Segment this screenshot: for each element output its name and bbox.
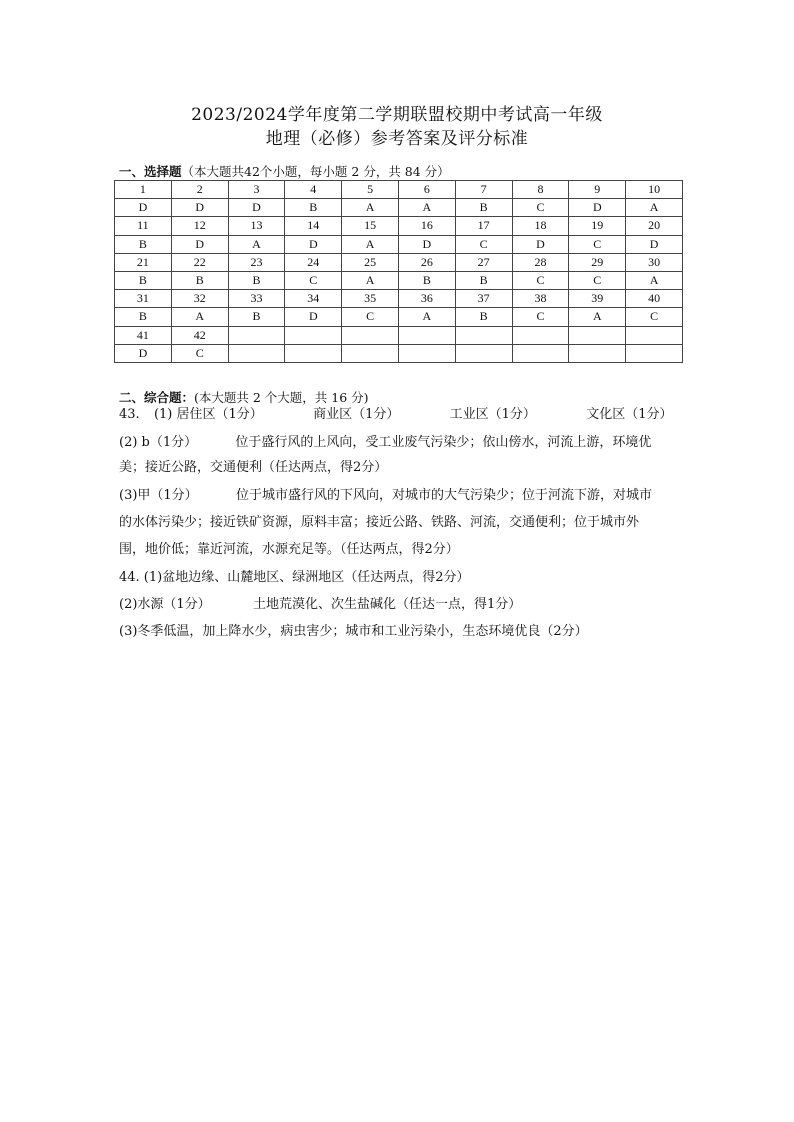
- q43-part3-line3: 围，地价低；靠近河流，水源充足等。（任达两点，得2分）: [119, 542, 459, 557]
- question-number-cell: 2: [171, 181, 228, 199]
- answer-cell: A: [342, 235, 399, 253]
- q44-part1: 44. (1)盆地边缘、山麓地区、绿洲地区（任达两点，得2分）: [119, 570, 470, 585]
- question-number-cell: 34: [285, 290, 342, 308]
- answer-cell: B: [115, 235, 172, 253]
- answer-row: [115, 235, 683, 253]
- question-number-cell: [626, 326, 683, 344]
- question-number-cell: 16: [398, 217, 455, 235]
- question-number-row: [115, 253, 683, 271]
- question-number-cell: 29: [569, 253, 626, 271]
- section-2-title: 二、综合题：: [119, 390, 195, 405]
- answer-cell: A: [398, 308, 455, 326]
- answer-cell: [569, 344, 626, 362]
- answer-row: [115, 308, 683, 326]
- question-number-cell: 32: [171, 290, 228, 308]
- q44-part2-a: (2)水源（1分）: [119, 597, 211, 612]
- section-1-title: 一、选择题: [119, 164, 182, 179]
- answer-cell: D: [115, 344, 172, 362]
- exam-title: 2023/2024学年度第二学期联盟校期中考试高一年级: [191, 105, 603, 125]
- answer-cell: C: [569, 235, 626, 253]
- question-number-cell: 5: [342, 181, 399, 199]
- answer-cell: [512, 344, 569, 362]
- q43-part3-line2: 的水体污染少；接近铁矿资源，原料丰富；接近公路、铁路、河流，交通便利；位于城市外: [119, 515, 640, 530]
- section-2-heading: [119, 388, 369, 406]
- q44-part2-b: 土地荒漠化、次生盐碱化（任达一点，得1分）: [252, 597, 522, 612]
- answer-cell: B: [171, 271, 228, 289]
- question-number-cell: [285, 326, 342, 344]
- question-number-cell: [512, 326, 569, 344]
- q43-answer-b: 商业区（1分）: [313, 407, 400, 422]
- q43-part2-line1: [119, 434, 651, 452]
- question-number-cell: 13: [228, 217, 285, 235]
- question-number-cell: 4: [285, 181, 342, 199]
- question-number-cell: 25: [342, 253, 399, 271]
- question-number-cell: 28: [512, 253, 569, 271]
- answer-cell: D: [398, 235, 455, 253]
- answer-cell: C: [512, 271, 569, 289]
- q43-part3-choice: (3)甲（1分）: [119, 488, 198, 503]
- question-number-cell: 21: [115, 253, 172, 271]
- q43-part2-choice: (2) b（1分）: [119, 435, 198, 450]
- question-number-cell: 40: [626, 290, 683, 308]
- question-number-cell: 9: [569, 181, 626, 199]
- question-number-cell: 26: [398, 253, 455, 271]
- question-number-cell: 30: [626, 253, 683, 271]
- question-number-cell: 38: [512, 290, 569, 308]
- answer-cell: A: [626, 271, 683, 289]
- question-number-cell: 23: [228, 253, 285, 271]
- q43-part3-line1: [119, 487, 652, 505]
- answer-cell: D: [285, 235, 342, 253]
- answer-cell: D: [626, 235, 683, 253]
- question-number-row: [115, 181, 683, 199]
- answer-cell: A: [626, 199, 683, 217]
- answer-cell: C: [171, 344, 228, 362]
- question-number-cell: 12: [171, 217, 228, 235]
- answer-cell: C: [512, 199, 569, 217]
- answer-cell: D: [228, 199, 285, 217]
- q43-part2-reason: 位于盛行风的上风向，受工业废气污染少；依山傍水，河流上游，环境优: [235, 435, 652, 450]
- answer-cell: B: [455, 199, 512, 217]
- question-number-cell: 20: [626, 217, 683, 235]
- answer-cell: A: [342, 271, 399, 289]
- question-number-cell: 10: [626, 181, 683, 199]
- answer-table-body: [115, 181, 683, 363]
- answer-cell: [228, 344, 285, 362]
- answer-cell: B: [115, 308, 172, 326]
- question-number-cell: 37: [455, 290, 512, 308]
- question-number-cell: [455, 326, 512, 344]
- answer-cell: C: [455, 235, 512, 253]
- question-number-cell: 19: [569, 217, 626, 235]
- q43-answer-c: 工业区（1分）: [449, 407, 536, 422]
- answer-cell: [285, 344, 342, 362]
- question-number-cell: [398, 326, 455, 344]
- answer-cell: A: [342, 199, 399, 217]
- question-number-cell: 11: [115, 217, 172, 235]
- answer-cell: B: [398, 271, 455, 289]
- answer-cell: C: [342, 308, 399, 326]
- section-1-heading: [119, 162, 450, 180]
- question-number-cell: 35: [342, 290, 399, 308]
- question-number-cell: 27: [455, 253, 512, 271]
- question-number-cell: 41: [115, 326, 172, 344]
- question-number-row: [115, 326, 683, 344]
- q44-part3: (3)冬季低温，加上降水少，病虫害少；城市和工业污染小，生态环境优良（2分）: [119, 624, 588, 639]
- q43-part3-reason: 位于城市盛行风的下风向，对城市的大气污染少；位于河流下游，对城市: [235, 488, 652, 503]
- answer-row: [115, 271, 683, 289]
- answer-cell: B: [455, 308, 512, 326]
- answer-cell: B: [285, 199, 342, 217]
- section-2-note: (本大题共 2 个大题，共 16 分): [194, 390, 369, 405]
- q43-part1: [119, 406, 672, 424]
- question-number-cell: 3: [228, 181, 285, 199]
- answer-cell: D: [569, 199, 626, 217]
- question-number-cell: 14: [285, 217, 342, 235]
- question-number-cell: 18: [512, 217, 569, 235]
- answer-cell: [398, 344, 455, 362]
- q44-part2: [119, 596, 521, 614]
- exam-subtitle: 地理（必修）参考答案及评分标准: [265, 129, 529, 149]
- answer-cell: B: [115, 271, 172, 289]
- answer-cell: B: [228, 271, 285, 289]
- question-number-cell: [342, 326, 399, 344]
- answer-cell: C: [569, 271, 626, 289]
- question-number-row: [115, 217, 683, 235]
- question-number-cell: [569, 326, 626, 344]
- question-number-cell: 6: [398, 181, 455, 199]
- answer-cell: C: [512, 308, 569, 326]
- question-number-cell: 8: [512, 181, 569, 199]
- answer-cell: A: [398, 199, 455, 217]
- answer-cell: A: [171, 308, 228, 326]
- question-number-cell: 33: [228, 290, 285, 308]
- answer-cell: [455, 344, 512, 362]
- answer-cell: [626, 344, 683, 362]
- answer-cell: C: [285, 271, 342, 289]
- question-number-cell: 1: [115, 181, 172, 199]
- answer-row: [115, 199, 683, 217]
- answer-cell: D: [285, 308, 342, 326]
- answer-cell: D: [512, 235, 569, 253]
- q43-answer-a: (1) 居住区（1分）: [153, 407, 263, 422]
- q43-part2-line2: 美；接近公路，交通便利（任达两点，得2分）: [119, 460, 388, 475]
- question-number-cell: 39: [569, 290, 626, 308]
- answer-cell: [342, 344, 399, 362]
- answer-row: [115, 344, 683, 362]
- question-number-cell: 42: [171, 326, 228, 344]
- answer-cell: A: [569, 308, 626, 326]
- answer-cell: D: [171, 235, 228, 253]
- question-number-row: [115, 290, 683, 308]
- answer-cell: C: [626, 308, 683, 326]
- question-number-cell: 15: [342, 217, 399, 235]
- question-number-cell: 36: [398, 290, 455, 308]
- question-number-cell: 24: [285, 253, 342, 271]
- answer-cell: B: [228, 308, 285, 326]
- answer-cell: D: [115, 199, 172, 217]
- answer-cell: A: [228, 235, 285, 253]
- question-number-cell: 7: [455, 181, 512, 199]
- question-number-cell: 22: [171, 253, 228, 271]
- answer-cell: D: [171, 199, 228, 217]
- question-number-cell: 17: [455, 217, 512, 235]
- section-1-note: （本大题共42个小题，每小题 2 分，共 84 分）: [181, 164, 450, 179]
- question-number-cell: 31: [115, 290, 172, 308]
- q43-answer-d: 文化区（1分）: [586, 407, 673, 422]
- q43-number: 43.: [119, 407, 140, 422]
- answer-table: [114, 180, 683, 363]
- question-number-cell: [228, 326, 285, 344]
- answer-cell: B: [455, 271, 512, 289]
